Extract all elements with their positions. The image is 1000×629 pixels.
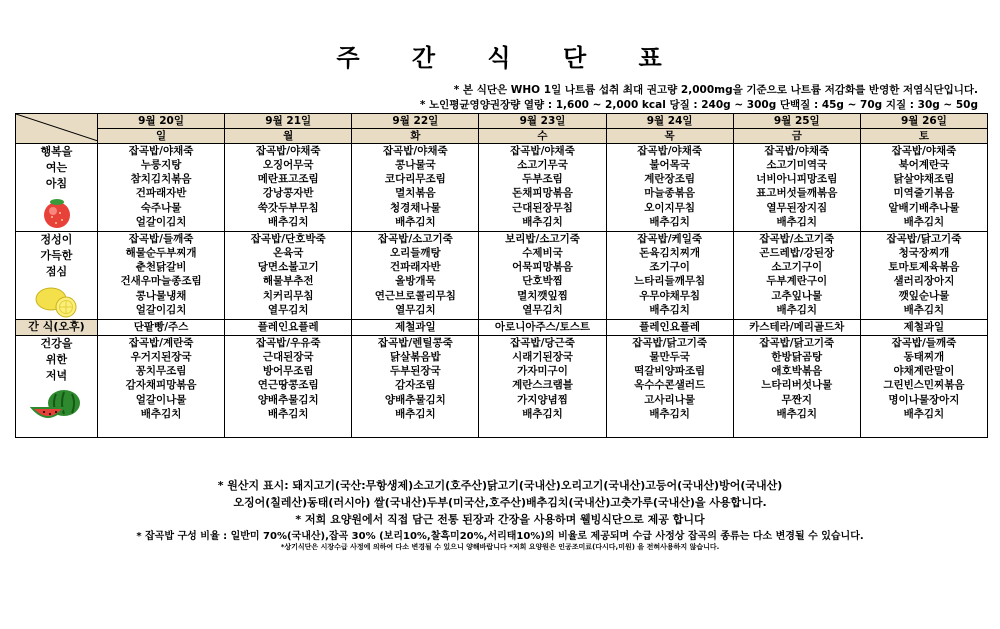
menu-item: 시래기된장국 [512, 351, 573, 364]
menu-item: 열무김치 [267, 303, 309, 316]
menu-item: 배추김치 [140, 407, 182, 420]
menu-item: 숙주나물 [140, 201, 182, 214]
origin-note: * 원산지 표시: 돼지고기(국산:무항생제)소고기(호주산)닭고기(국내산)오리고기(국내산)고등어(국내산)방어(국내산) [217, 479, 783, 492]
menu-item: 잡곡밥/계란죽 [128, 337, 194, 350]
menu-item: 열무김치 [522, 303, 563, 316]
menu-item: 콩나물국 [395, 159, 436, 172]
menu-item: 닭살야채조림 [893, 173, 955, 186]
menu-item: 잡곡밥/야채죽 [891, 145, 957, 158]
menu-item: 멸치깻잎찜 [517, 289, 568, 302]
menu-item: 잡곡밥/야채죽 [764, 145, 830, 158]
menu-item: 열무된장지짐 [766, 201, 828, 214]
lunch-cell [860, 232, 987, 320]
menu-item: 곤드레밥/강된장 [759, 247, 835, 260]
menu-item: 마늘종볶음 [644, 187, 695, 200]
menu-item: 우무야채무침 [639, 289, 701, 302]
snack-cell: 제철과일 [860, 320, 987, 336]
breakfast-cell [352, 144, 479, 232]
day-cell: 금 [733, 129, 860, 144]
menu-item: 배추김치 [649, 407, 690, 420]
breakfast-cell [606, 144, 733, 232]
menu-item: 잡곡밥/야채죽 [510, 145, 575, 158]
menu-item: 잡곡밥/우유죽 [255, 337, 321, 350]
menu-item: 해물부추전 [262, 275, 314, 288]
date-cell: 9월 24일 [606, 114, 733, 129]
menu-item: 청경채나물 [389, 201, 441, 214]
menu-item: 배추김치 [395, 215, 436, 228]
menu-item: 두부계란구이 [766, 275, 828, 288]
menu-item: 당면소불고기 [257, 261, 319, 274]
menu-item: 춘천닭갈비 [135, 261, 187, 274]
menu-item: 배추김치 [395, 407, 436, 420]
dinner-cell [352, 336, 479, 438]
dinner-cell [479, 336, 606, 438]
menu-item: 잡곡밥/들깨죽 [891, 337, 957, 350]
menu-item: 멸치볶음 [395, 187, 436, 200]
menu-item: 무짠지 [781, 393, 812, 406]
lunch-cell [225, 232, 352, 320]
watermelon-icon [30, 388, 84, 422]
menu-item: 잡곡밥/소고기죽 [759, 233, 835, 246]
menu-item: 잡곡밥/닭고기죽 [759, 337, 835, 350]
menu-item: 얼갈이김치 [135, 303, 187, 316]
menu-item: 꽁치무조림 [135, 365, 187, 378]
menu-item: 배추김치 [776, 303, 818, 316]
menu-item: 잡곡밥/야채죽 [255, 145, 321, 158]
menu-item: 배추김치 [903, 303, 945, 316]
menu-item: 잡곡밥/단호박죽 [250, 233, 326, 246]
dinner-cell [860, 336, 987, 438]
menu-item: 감자채피망볶음 [125, 379, 197, 392]
menu-item: 건파래자반 [135, 187, 187, 200]
menu-item: 너비아니피망조림 [756, 173, 838, 186]
lunch-row [16, 232, 988, 320]
menu-item: 방어무조림 [262, 365, 314, 378]
menu-item: 근대된장무침 [512, 201, 573, 214]
menu-item: 명이나물장아지 [888, 393, 960, 406]
date-cell: 9월 26일 [860, 114, 987, 129]
menu-item: 느타리버섯나물 [761, 379, 833, 392]
menu-item: 배추김치 [267, 407, 309, 420]
label-line: 가득한 [40, 249, 73, 263]
menu-item: 참치김치볶음 [130, 173, 192, 186]
dinner-cell [98, 336, 225, 438]
dinner-cell [733, 336, 860, 438]
menu-item: 고추잎나물 [771, 289, 823, 302]
menu-item: 감자조림 [395, 379, 436, 392]
menu-item: 옥수수콘샐러드 [634, 379, 706, 392]
menu-item: 샐러리장아지 [893, 275, 955, 288]
day-row [16, 129, 988, 144]
menu-item: 잡곡밥/케일죽 [637, 233, 702, 246]
menu-item: 잡곡밥/야채죽 [383, 145, 448, 158]
menu-item: 누룽지탕 [140, 159, 182, 172]
menu-item: 치커리무침 [262, 289, 314, 302]
menu-item: 배추김치 [522, 407, 563, 420]
menu-item: 배추김치 [649, 303, 690, 316]
menu-item: 떡갈비양파조림 [634, 365, 706, 378]
menu-item: 배추김치 [903, 215, 945, 228]
menu-item: 오리들깨탕 [389, 247, 441, 260]
nutrition-note: * 노인평균영양권장량 열량 : 1,600 ~ 2,000 kcal 당질 : 240g ~ 300g 단백질 : 45g ~ 70g 지질 : 30g ~ 50g [419, 99, 978, 111]
menu-item: 북어계란국 [898, 159, 950, 172]
menu-item: 계란장조림 [644, 173, 695, 186]
lemon-icon [34, 284, 80, 318]
menu-item: 양배추물김치 [384, 393, 446, 406]
menu-item: 얼갈이나물 [135, 393, 187, 406]
menu-item: 가지양념찜 [517, 393, 568, 406]
day-cell: 월 [225, 129, 352, 144]
breakfast-cell [225, 144, 352, 232]
date-cell: 9월 22일 [352, 114, 479, 129]
page-title: 주 간 식 단 표 [336, 44, 684, 72]
label-line: 여는 [45, 161, 68, 175]
menu-item: 계란스크램블 [512, 379, 573, 392]
lunch-label [16, 232, 98, 320]
menu-item: 오이지무침 [644, 201, 695, 214]
menu-item: 그린빈스민찌볶음 [883, 379, 965, 392]
menu-item: 토마토제육볶음 [888, 261, 960, 274]
label-line: 정성이 [40, 233, 73, 247]
menu-item: 콩나물냉채 [135, 289, 187, 302]
snack-cell: 제철과일 [352, 320, 479, 336]
menu-item: 코다리무조림 [384, 173, 446, 186]
label-line: 저녁 [45, 369, 68, 383]
sauce-note: * 저희 요양원에서 직접 담근 전통 된장과 간장을 사용하며 웰빙식단으로 제공 합니다 [295, 513, 705, 526]
menu-item: 소고기구이 [771, 261, 823, 274]
dinner-row [16, 336, 988, 438]
menu-item: 단호박찜 [522, 275, 563, 288]
snack-cell: 단팥빵/주스 [98, 320, 225, 336]
lunch-cell [733, 232, 860, 320]
menu-item: 잡곡밥/렌틸콩죽 [377, 337, 453, 350]
menu-item: 양배추물김치 [257, 393, 319, 406]
date-cell: 9월 25일 [733, 114, 860, 129]
dinner-cell [606, 336, 733, 438]
breakfast-label [16, 144, 98, 232]
sodium-note: * 본 식단은 WHO 1일 나트륨 섭취 최대 권고량 2,000mg을 기준으로 나트륨 저감화를 반영한 저염식단입니다. [453, 84, 978, 96]
menu-item: 애호박볶음 [771, 365, 823, 378]
menu-item: 조기구이 [649, 261, 690, 274]
label-line: 점심 [45, 265, 68, 279]
menu-item: 잡곡밥/당근죽 [510, 337, 575, 350]
origin-note-continued: 오징어(칠레산)동태(러시아) 쌀(국내산)두부(미국산,호주산)배추김치(국내산)고춧가루(국내산)을 사용합니다. [233, 496, 767, 509]
lunch-cell [479, 232, 606, 320]
menu-item: 닭살볶음밥 [389, 351, 441, 364]
snack-label: 간 식(오후) [16, 320, 98, 336]
snack-cell: 플레인요플레 [606, 320, 733, 336]
menu-item: 불어목국 [649, 159, 690, 172]
menu-item: 건파래자반 [389, 261, 441, 274]
menu-item: 배추김치 [267, 215, 309, 228]
corner-cell [16, 114, 98, 144]
menu-item: 야채계란말이 [893, 365, 955, 378]
menu-item: 표고버섯들깨볶음 [756, 187, 838, 200]
menu-item: 배추김치 [649, 215, 690, 228]
menu-item: 잡곡밥/닭고기죽 [632, 337, 708, 350]
menu-item: 보리밥/소고기죽 [505, 233, 580, 246]
snack-cell: 플레인요플레 [225, 320, 352, 336]
lunch-cell [98, 232, 225, 320]
grain-ratio-note: * 잡곡밥 구성 비율 : 일반미 70%(국내산),잡곡 30% (보리10%,찰흑미20%,서리태10%)의 비율로 제공되며 수급 사정상 잡곡의 종류는 다소 변경될 수 있습니다. [136, 531, 864, 542]
breakfast-row [16, 144, 988, 232]
menu-item: 두부된장국 [389, 365, 441, 378]
menu-item: 두부조림 [522, 173, 563, 186]
menu-item: 건새우마늘종조림 [120, 275, 202, 288]
menu-item: 배추김치 [776, 407, 818, 420]
menu-item: 강낭콩자반 [262, 187, 314, 200]
menu-item: 동태찌개 [903, 351, 945, 364]
diagonal-line-icon [16, 114, 98, 141]
menu-item: 오징어무국 [262, 159, 314, 172]
menu-item: 올방개묵 [395, 275, 436, 288]
menu-item: 수제비국 [522, 247, 563, 260]
date-row [16, 114, 988, 129]
day-cell: 수 [479, 129, 606, 144]
label-line: 건강을 [40, 337, 73, 351]
menu-item: 가자미구이 [517, 365, 568, 378]
snack-row [16, 320, 988, 336]
lunch-cell [352, 232, 479, 320]
snack-cell: 카스테라/메리골드차 [733, 320, 860, 336]
date-cell: 9월 23일 [479, 114, 606, 129]
menu-item: 어묵피망볶음 [512, 261, 573, 274]
menu-item: 해물순두부찌개 [125, 247, 197, 260]
menu-item: 배추김치 [522, 215, 563, 228]
breakfast-cell [860, 144, 987, 232]
menu-item: 연근땅콩조림 [257, 379, 319, 392]
menu-item: 잡곡밥/소고기죽 [377, 233, 453, 246]
menu-item: 온육국 [272, 247, 304, 260]
dinner-label [16, 336, 98, 438]
menu-item: 물만두국 [649, 351, 690, 364]
label-line: 위한 [45, 353, 68, 367]
menu-item: 열무김치 [395, 303, 436, 316]
breakfast-cell [98, 144, 225, 232]
menu-item: 소고기미역국 [766, 159, 828, 172]
menu-item: 깻잎순나물 [898, 289, 950, 302]
menu-item: 잡곡밥/야채죽 [637, 145, 702, 158]
menu-item: 연근브로콜리무침 [374, 289, 456, 302]
day-cell: 화 [352, 129, 479, 144]
menu-item: 느타리들깨무침 [634, 275, 706, 288]
day-cell: 목 [606, 129, 733, 144]
menu-item: 얼갈이김치 [135, 215, 187, 228]
menu-item: 알배기배추나물 [888, 201, 960, 214]
menu-item: 소고기무국 [517, 159, 568, 172]
menu-item: 돈채피망볶음 [512, 187, 573, 200]
menu-item: 미역줄기볶음 [893, 187, 955, 200]
label-line: 행복을 [40, 145, 73, 159]
day-cell: 일 [98, 129, 225, 144]
dinner-cell [225, 336, 352, 438]
menu-item: 배추김치 [776, 215, 818, 228]
menu-item: 우거지된장국 [130, 351, 192, 364]
menu-item: 돈육김치찌개 [639, 247, 701, 260]
menu-item: 배추김치 [903, 407, 945, 420]
breakfast-cell [733, 144, 860, 232]
label-line: 아침 [45, 177, 68, 191]
menu-item: 한방닭곰탕 [771, 351, 823, 364]
menu-item: 청국장찌개 [898, 247, 950, 260]
lunch-cell [606, 232, 733, 320]
menu-item: 고사리나물 [644, 393, 695, 406]
menu-item: 메란표고조림 [257, 173, 319, 186]
date-cell: 9월 20일 [98, 114, 225, 129]
strawberry-icon [40, 196, 74, 230]
weekly-menu-table [15, 113, 988, 438]
day-cell: 토 [860, 129, 987, 144]
snack-cell: 아로니아주스/토스트 [479, 320, 606, 336]
menu-item: 쑥갓두부무침 [257, 201, 319, 214]
menu-item: 근대된장국 [262, 351, 314, 364]
menu-item: 잡곡밥/들깨죽 [128, 233, 194, 246]
menu-item: 잡곡밥/야채죽 [128, 145, 194, 158]
date-cell: 9월 21일 [225, 114, 352, 129]
breakfast-cell [479, 144, 606, 232]
menu-item: 잡곡밥/닭고기죽 [886, 233, 962, 246]
disclaimer-note: *상기식단은 시장수급 사정에 의하여 다소 변경될 수 있으니 양해바랍니다 *저희 요양원은 인공조미료(다시다,미원) 을 전혀사용하지 않습니다. [280, 543, 720, 551]
